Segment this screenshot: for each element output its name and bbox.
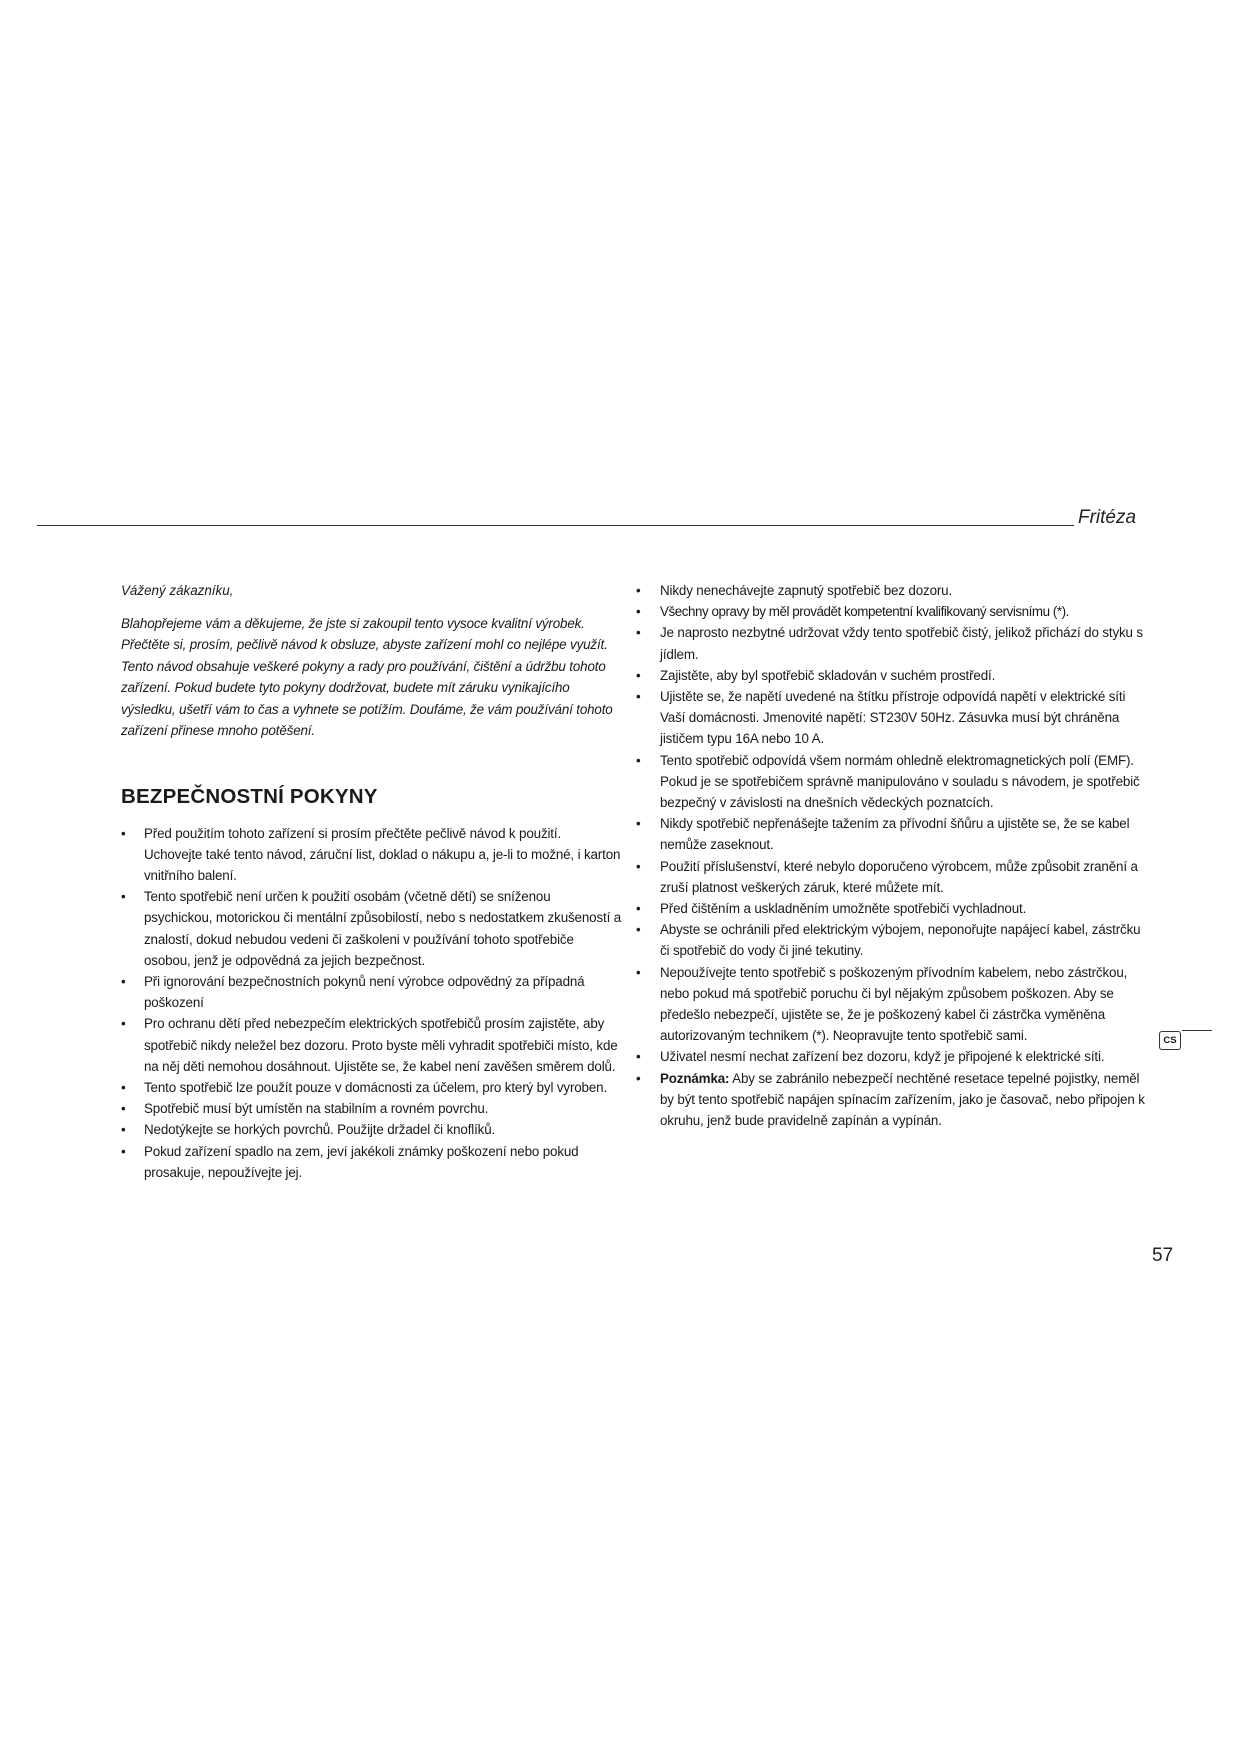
page-number: 57 xyxy=(1152,1245,1174,1266)
bullet-icon: • xyxy=(636,752,641,768)
list-item xyxy=(636,686,1148,750)
list-item xyxy=(636,919,1148,961)
list-item-text: Nikdy nenechávejte zapnutý spotřebič bez dozoru. xyxy=(660,583,953,598)
bullet-icon: • xyxy=(121,1101,126,1117)
bullet-icon: • xyxy=(636,583,641,598)
bullet-icon: • xyxy=(636,625,641,641)
greeting: Vážený zákazníku, xyxy=(121,583,234,598)
list-item-text: Zajistěte, aby byl spotřebič skladován v suchém prostředí. xyxy=(660,667,996,683)
list-item-text: Tento spotřebič odpovídá všem normám ohledně elektromagnetických polí (EMF). Pokud je se spotřebičem správně manipulováno v souladu s návodem, je spotřebič bezpečný v závislosti na dnešních vědeckých poznatcích. xyxy=(660,752,1140,811)
list-item xyxy=(636,962,1148,1047)
bullet-icon: • xyxy=(636,816,641,832)
list-item-text: Uživatel nesmí nechat zařízení bez dozoru, když je připojené k elektrické síti. xyxy=(660,1049,1105,1065)
list-item xyxy=(121,1013,621,1077)
left-column xyxy=(121,580,621,1183)
list-item-text: Před čištěním a uskladněním umožněte spotřebiči vychladnout. xyxy=(660,901,1027,917)
list-item-text: Nikdy spotřebič nepřenášejte tažením za přívodní šňůru a ujistěte se, že se kabel nemůže zaseknout. xyxy=(660,816,1130,853)
list-item xyxy=(636,622,1148,664)
bullet-icon: • xyxy=(636,1070,641,1086)
bullet-icon: • xyxy=(121,825,126,841)
list-item xyxy=(636,580,1148,601)
bullet-icon: • xyxy=(636,901,641,917)
list-item xyxy=(121,823,621,887)
list-item xyxy=(121,886,621,971)
list-item-text: Spotřebič musí být umístěn na stabilním a rovném povrchu. xyxy=(144,1101,489,1117)
note-text: Aby se zabránilo nebezpečí nechtěné resetace tepelné pojistky, neměl by být tento spotřebič napájen spínacím zařízením, jako je časovač, nebo připojen k okruhu, jenž bude pravidelně zapínán a vypínán. xyxy=(660,1070,1145,1129)
bullet-icon: • xyxy=(636,858,641,874)
list-item xyxy=(636,898,1148,919)
list-item xyxy=(636,1046,1148,1067)
bullet-icon: • xyxy=(636,604,641,620)
bullet-icon: • xyxy=(121,1143,126,1159)
list-item-text: Nepoužívejte tento spotřebič s poškozeným přívodním kabelem, nebo zástrčkou, nebo pokud má spotřebič poruchu či byl nějakým způsobem poškozen. Aby se předešlo nebezpečí, ujistěte se, že je poškozený kabel či zástrčka vyměněna autorizovaným technikem (*). Neopravujte tento spotřebič sami. xyxy=(660,964,1128,1044)
safety-list-right xyxy=(636,580,1148,1131)
list-item-text: Ujistěte se, že napětí uvedené na štítku přístroje odpovídá napětí v elektrické síti Vaší domácnosti. Jmenovité napětí: ST230V 50Hz. Zásuvka musí být chráněna jističem typu 16A nebo 10 A. xyxy=(660,689,1126,747)
bullet-icon: • xyxy=(121,1079,126,1095)
list-item xyxy=(121,1141,621,1183)
bullet-icon: • xyxy=(121,973,126,989)
bullet-icon: • xyxy=(121,889,126,905)
list-item xyxy=(121,1119,621,1140)
page-header-title: Fritéza xyxy=(1078,507,1137,528)
list-item xyxy=(636,856,1148,898)
bullet-icon: • xyxy=(121,1016,126,1032)
bullet-icon: • xyxy=(636,1049,641,1065)
list-item xyxy=(121,971,621,1013)
list-item-text: Všechny opravy by měl provádět kompetentní kvalifikovaný servisnímu (*). xyxy=(660,604,1069,620)
bullet-icon: • xyxy=(636,964,641,980)
intro-paragraph: Blahopřejeme vám a děkujeme, že jste si zakoupil tento vysoce kvalitní výrobek. Přečtěte si, prosím, pečlivě návod k obsluze, abyste zařízení mohl co nejlépe využít. Tento návod obsahuje veškeré pokyny a rady pro používání, čištění a údržbu tohoto zařízení. Pokud budete tyto pokyny dodržovat, budete mít záruku vynikajícího výsledku, ušetří vám to čas a vyhnete se potížím. Doufáme, že vám používání tohoto zařízení přinese mnoho potěšení. xyxy=(121,615,613,738)
bullet-icon: • xyxy=(636,689,641,705)
list-item xyxy=(121,1098,621,1119)
header-rule xyxy=(37,525,1074,526)
list-item xyxy=(636,665,1148,686)
note-item xyxy=(636,1068,1148,1132)
list-item xyxy=(636,813,1148,855)
bullet-icon: • xyxy=(121,1122,126,1138)
list-item-text: Pokud zařízení spadlo na zem, jeví jakékoli známky poškození nebo pokud prosakuje, nepoužívejte jej. xyxy=(144,1143,579,1180)
bullet-icon: • xyxy=(636,667,641,683)
list-item-text: Tento spotřebič není určen k použití osobám (včetně dětí) se sníženou psychickou, motorickou či mentální způsobilostí, nebo s nedostatkem zkušeností a znalostí, dokud nebudou vedeni či zaškoleni v používání tohoto spotřebiče osobou, jenž je odpovědná za jejich bezpečnost. xyxy=(144,889,622,968)
list-item xyxy=(636,601,1148,622)
list-item xyxy=(636,750,1148,814)
list-item-text: Před použitím tohoto zařízení si prosím přečtěte pečlivě návod k použití. Uchovejte také tento návod, záruční list, doklad o nákupu a, je-li to možné, i karton vnitřního balení. xyxy=(144,825,621,883)
list-item-text: Abyste se ochránili před elektrickým výbojem, neponořujte napájecí kabel, zástrčku či spotřebič do vody či jiné tekutiny. xyxy=(660,922,1141,959)
note-label: Poznámka: xyxy=(660,1070,730,1086)
language-tab: CS xyxy=(1159,1031,1181,1050)
list-item-text: Pro ochranu dětí před nebezpečím elektrických spotřebičů prosím zajistěte, aby spotřebič nikdy neležel bez dozoru. Proto byste měli vyhradit spotřebiči místo, kde na něj děti nemohou dosáhnout. Ujistěte se, že kabel není zavěšen směrem dolů. xyxy=(144,1016,618,1074)
section-heading: BEZPEČNOSTNÍ POKYNY xyxy=(121,784,378,808)
bullet-icon: • xyxy=(636,922,641,938)
list-item-text: Použití příslušenství, které nebylo doporučeno výrobcem, může způsobit zranění a zruší platnost veškerých záruk, které můžete mít. xyxy=(660,858,1138,895)
right-column xyxy=(636,580,1148,1131)
list-item-text: Nedotýkejte se horkých povrchů. Použijte držadel či knoflíků. xyxy=(144,1122,496,1138)
list-item xyxy=(121,1077,621,1098)
safety-list-left xyxy=(121,823,621,1183)
list-item-text: Při ignorování bezpečnostních pokynů není výrobce odpovědný za případná poškození xyxy=(144,973,585,1011)
language-tab-rule xyxy=(1182,1030,1212,1031)
list-item-text: Tento spotřebič lze použít pouze v domácnosti za účelem, pro který byl vyroben. xyxy=(144,1079,608,1095)
list-item-text: Je naprosto nezbytné udržovat vždy tento spotřebič čistý, jelikož přichází do styku s jídlem. xyxy=(660,625,1143,662)
